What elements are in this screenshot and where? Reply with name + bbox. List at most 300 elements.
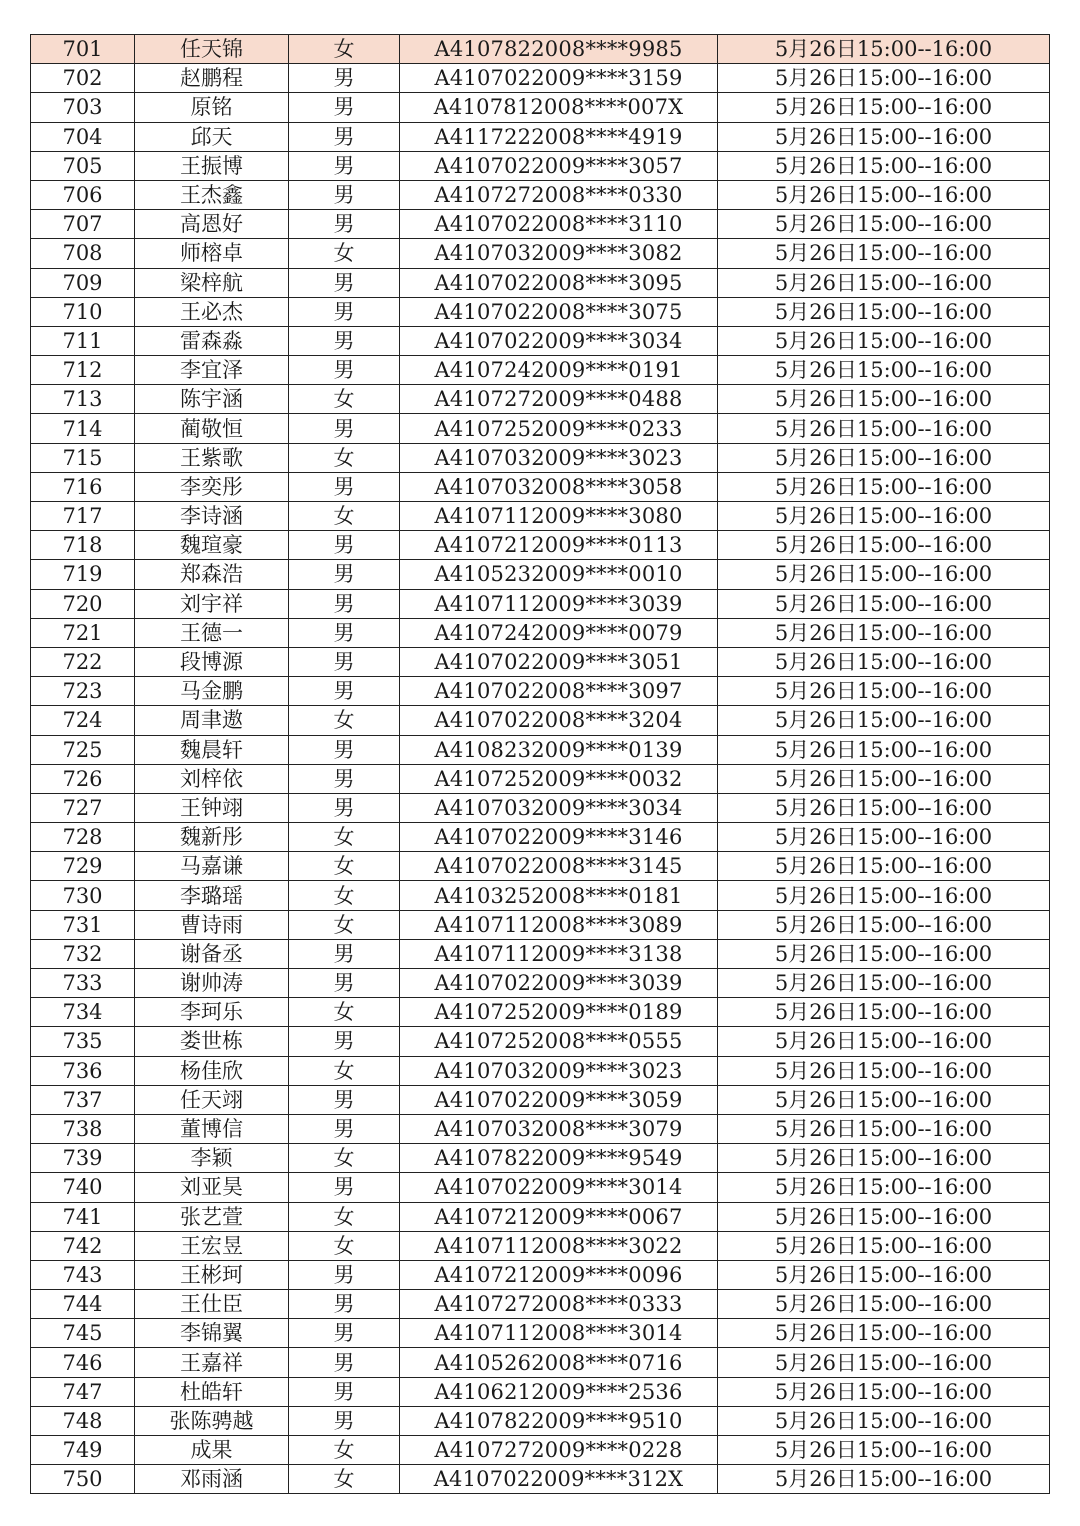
- name-cell: 邓雨涵: [135, 1465, 289, 1494]
- row-number-cell: 732: [31, 939, 135, 968]
- name-cell: 马嘉谦: [135, 852, 289, 881]
- time-slot-cell: 5月26日15:00--16:00: [718, 1085, 1050, 1114]
- gender-cell: 女: [289, 998, 400, 1027]
- time-slot-cell: 5月26日15:00--16:00: [718, 1056, 1050, 1085]
- gender-cell: 男: [289, 531, 400, 560]
- name-cell: 雷森淼: [135, 326, 289, 355]
- table-row: [31, 122, 1050, 151]
- id-number-cell: A4107242009****0079: [400, 618, 718, 647]
- id-number-cell: A4107022009****3039: [400, 969, 718, 998]
- gender-cell: 男: [289, 210, 400, 239]
- table-row: [31, 93, 1050, 122]
- gender-cell: 男: [289, 268, 400, 297]
- name-cell: 曹诗雨: [135, 910, 289, 939]
- table-row: [31, 326, 1050, 355]
- row-number-cell: 749: [31, 1436, 135, 1465]
- id-number-cell: A4107022009****3034: [400, 326, 718, 355]
- id-number-cell: A4107022009****3051: [400, 647, 718, 676]
- time-slot-cell: 5月26日15:00--16:00: [718, 998, 1050, 1027]
- name-cell: 王振博: [135, 151, 289, 180]
- time-slot-cell: 5月26日15:00--16:00: [718, 1406, 1050, 1435]
- name-cell: 李颖: [135, 1144, 289, 1173]
- gender-cell: 男: [289, 122, 400, 151]
- id-number-cell: A4107022008****3145: [400, 852, 718, 881]
- table-row: [31, 210, 1050, 239]
- id-number-cell: A4107022008****3075: [400, 297, 718, 326]
- id-number-cell: A4107022008****3095: [400, 268, 718, 297]
- name-cell: 张陈骋越: [135, 1406, 289, 1435]
- gender-cell: 男: [289, 1348, 400, 1377]
- id-number-cell: A4107822009****9510: [400, 1406, 718, 1435]
- row-number-cell: 716: [31, 472, 135, 501]
- row-number-cell: 713: [31, 385, 135, 414]
- row-number-cell: 748: [31, 1406, 135, 1435]
- gender-cell: 男: [289, 1027, 400, 1056]
- roster-table-body: [31, 35, 1050, 1494]
- id-number-cell: A4105232009****0010: [400, 560, 718, 589]
- gender-cell: 男: [289, 1290, 400, 1319]
- row-number-cell: 731: [31, 910, 135, 939]
- id-number-cell: A4107032009****3034: [400, 793, 718, 822]
- table-row: [31, 852, 1050, 881]
- row-number-cell: 746: [31, 1348, 135, 1377]
- row-number-cell: 730: [31, 881, 135, 910]
- table-row: [31, 1027, 1050, 1056]
- name-cell: 任天锦: [135, 35, 289, 64]
- id-number-cell: A4107032008****3058: [400, 472, 718, 501]
- time-slot-cell: 5月26日15:00--16:00: [718, 1202, 1050, 1231]
- table-row: [31, 939, 1050, 968]
- gender-cell: 男: [289, 64, 400, 93]
- time-slot-cell: 5月26日15:00--16:00: [718, 151, 1050, 180]
- id-number-cell: A4105262008****0716: [400, 1348, 718, 1377]
- id-number-cell: A4107272008****0333: [400, 1290, 718, 1319]
- row-number-cell: 721: [31, 618, 135, 647]
- name-cell: 成果: [135, 1436, 289, 1465]
- id-number-cell: A4107022009****3014: [400, 1173, 718, 1202]
- time-slot-cell: 5月26日15:00--16:00: [718, 1144, 1050, 1173]
- name-cell: 梁梓航: [135, 268, 289, 297]
- row-number-cell: 724: [31, 706, 135, 735]
- row-number-cell: 715: [31, 443, 135, 472]
- table-row: [31, 647, 1050, 676]
- time-slot-cell: 5月26日15:00--16:00: [718, 93, 1050, 122]
- table-row: [31, 1231, 1050, 1260]
- time-slot-cell: 5月26日15:00--16:00: [718, 64, 1050, 93]
- row-number-cell: 705: [31, 151, 135, 180]
- time-slot-cell: 5月26日15:00--16:00: [718, 618, 1050, 647]
- row-number-cell: 728: [31, 823, 135, 852]
- id-number-cell: A4107112009****3039: [400, 589, 718, 618]
- id-number-cell: A4107112008****3022: [400, 1231, 718, 1260]
- name-cell: 蔺敬恒: [135, 414, 289, 443]
- time-slot-cell: 5月26日15:00--16:00: [718, 531, 1050, 560]
- row-number-cell: 701: [31, 35, 135, 64]
- id-number-cell: A4107212009****0067: [400, 1202, 718, 1231]
- time-slot-cell: 5月26日15:00--16:00: [718, 1465, 1050, 1494]
- name-cell: 刘亚昊: [135, 1173, 289, 1202]
- name-cell: 赵鹏程: [135, 64, 289, 93]
- time-slot-cell: 5月26日15:00--16:00: [718, 385, 1050, 414]
- gender-cell: 男: [289, 793, 400, 822]
- id-number-cell: A4107032009****3023: [400, 443, 718, 472]
- time-slot-cell: 5月26日15:00--16:00: [718, 881, 1050, 910]
- row-number-cell: 750: [31, 1465, 135, 1494]
- id-number-cell: A4106212009****2536: [400, 1377, 718, 1406]
- time-slot-cell: 5月26日15:00--16:00: [718, 1260, 1050, 1289]
- name-cell: 王彬珂: [135, 1260, 289, 1289]
- table-row: [31, 793, 1050, 822]
- gender-cell: 男: [289, 735, 400, 764]
- name-cell: 娄世栋: [135, 1027, 289, 1056]
- time-slot-cell: 5月26日15:00--16:00: [718, 793, 1050, 822]
- row-number-cell: 725: [31, 735, 135, 764]
- name-cell: 魏瑄豪: [135, 531, 289, 560]
- name-cell: 王宏昱: [135, 1231, 289, 1260]
- name-cell: 马金鹏: [135, 677, 289, 706]
- gender-cell: 男: [289, 472, 400, 501]
- name-cell: 刘宇祥: [135, 589, 289, 618]
- id-number-cell: A4107022009****312X: [400, 1465, 718, 1494]
- gender-cell: 男: [289, 326, 400, 355]
- row-number-cell: 745: [31, 1319, 135, 1348]
- gender-cell: 女: [289, 823, 400, 852]
- row-number-cell: 740: [31, 1173, 135, 1202]
- table-row: [31, 969, 1050, 998]
- table-row: [31, 881, 1050, 910]
- table-row: [31, 356, 1050, 385]
- time-slot-cell: 5月26日15:00--16:00: [718, 502, 1050, 531]
- name-cell: 刘梓依: [135, 764, 289, 793]
- table-row: [31, 180, 1050, 209]
- gender-cell: 男: [289, 589, 400, 618]
- time-slot-cell: 5月26日15:00--16:00: [718, 414, 1050, 443]
- table-row: [31, 531, 1050, 560]
- id-number-cell: A4107822008****9985: [400, 35, 718, 64]
- row-number-cell: 738: [31, 1114, 135, 1143]
- name-cell: 王仕臣: [135, 1290, 289, 1319]
- id-number-cell: A4107022008****3204: [400, 706, 718, 735]
- id-number-cell: A4107022008****3097: [400, 677, 718, 706]
- time-slot-cell: 5月26日15:00--16:00: [718, 939, 1050, 968]
- id-number-cell: A4107252009****0189: [400, 998, 718, 1027]
- id-number-cell: A4107252009****0032: [400, 764, 718, 793]
- id-number-cell: A4107032009****3023: [400, 1056, 718, 1085]
- table-row: [31, 1290, 1050, 1319]
- id-number-cell: A4107212009****0096: [400, 1260, 718, 1289]
- roster-table: [30, 34, 1050, 1494]
- time-slot-cell: 5月26日15:00--16:00: [718, 326, 1050, 355]
- id-number-cell: A4107022009****3059: [400, 1085, 718, 1114]
- table-row: [31, 1406, 1050, 1435]
- time-slot-cell: 5月26日15:00--16:00: [718, 647, 1050, 676]
- id-number-cell: A4107022008****3110: [400, 210, 718, 239]
- gender-cell: 女: [289, 706, 400, 735]
- time-slot-cell: 5月26日15:00--16:00: [718, 969, 1050, 998]
- time-slot-cell: 5月26日15:00--16:00: [718, 239, 1050, 268]
- name-cell: 王必杰: [135, 297, 289, 326]
- row-number-cell: 743: [31, 1260, 135, 1289]
- time-slot-cell: 5月26日15:00--16:00: [718, 823, 1050, 852]
- gender-cell: 男: [289, 1260, 400, 1289]
- gender-cell: 女: [289, 239, 400, 268]
- row-number-cell: 707: [31, 210, 135, 239]
- name-cell: 邱天: [135, 122, 289, 151]
- id-number-cell: A4108232009****0139: [400, 735, 718, 764]
- gender-cell: 男: [289, 1173, 400, 1202]
- gender-cell: 女: [289, 502, 400, 531]
- table-row: [31, 239, 1050, 268]
- name-cell: 王嘉祥: [135, 1348, 289, 1377]
- time-slot-cell: 5月26日15:00--16:00: [718, 472, 1050, 501]
- id-number-cell: A4107112008****3014: [400, 1319, 718, 1348]
- table-row: [31, 502, 1050, 531]
- row-number-cell: 706: [31, 180, 135, 209]
- table-row: [31, 618, 1050, 647]
- id-number-cell: A4107812008****007X: [400, 93, 718, 122]
- table-row: [31, 1319, 1050, 1348]
- time-slot-cell: 5月26日15:00--16:00: [718, 852, 1050, 881]
- row-number-cell: 727: [31, 793, 135, 822]
- time-slot-cell: 5月26日15:00--16:00: [718, 764, 1050, 793]
- row-number-cell: 712: [31, 356, 135, 385]
- gender-cell: 女: [289, 443, 400, 472]
- name-cell: 谢帅涛: [135, 969, 289, 998]
- table-row: [31, 151, 1050, 180]
- name-cell: 李璐瑶: [135, 881, 289, 910]
- gender-cell: 男: [289, 647, 400, 676]
- name-cell: 杜皓轩: [135, 1377, 289, 1406]
- name-cell: 张艺萱: [135, 1202, 289, 1231]
- row-number-cell: 737: [31, 1085, 135, 1114]
- table-row: [31, 1144, 1050, 1173]
- id-number-cell: A4107022009****3159: [400, 64, 718, 93]
- gender-cell: 男: [289, 93, 400, 122]
- row-number-cell: 739: [31, 1144, 135, 1173]
- table-row: [31, 1348, 1050, 1377]
- name-cell: 原铭: [135, 93, 289, 122]
- time-slot-cell: 5月26日15:00--16:00: [718, 1027, 1050, 1056]
- time-slot-cell: 5月26日15:00--16:00: [718, 589, 1050, 618]
- gender-cell: 女: [289, 910, 400, 939]
- table-row: [31, 560, 1050, 589]
- time-slot-cell: 5月26日15:00--16:00: [718, 706, 1050, 735]
- name-cell: 魏新彤: [135, 823, 289, 852]
- table-row: [31, 823, 1050, 852]
- table-row: [31, 472, 1050, 501]
- time-slot-cell: 5月26日15:00--16:00: [718, 735, 1050, 764]
- gender-cell: 女: [289, 1056, 400, 1085]
- name-cell: 陈宇涵: [135, 385, 289, 414]
- gender-cell: 男: [289, 180, 400, 209]
- id-number-cell: A4107252008****0555: [400, 1027, 718, 1056]
- gender-cell: 男: [289, 1377, 400, 1406]
- table-row: [31, 1114, 1050, 1143]
- table-row: [31, 297, 1050, 326]
- name-cell: 李锦翼: [135, 1319, 289, 1348]
- name-cell: 任天翊: [135, 1085, 289, 1114]
- table-row: [31, 268, 1050, 297]
- id-number-cell: A4107112009****3080: [400, 502, 718, 531]
- table-row: [31, 910, 1050, 939]
- gender-cell: 男: [289, 1114, 400, 1143]
- id-number-cell: A4107272008****0330: [400, 180, 718, 209]
- gender-cell: 女: [289, 385, 400, 414]
- name-cell: 李宜泽: [135, 356, 289, 385]
- table-row: [31, 998, 1050, 1027]
- id-number-cell: A4103252008****0181: [400, 881, 718, 910]
- name-cell: 谢备丞: [135, 939, 289, 968]
- name-cell: 李诗涵: [135, 502, 289, 531]
- table-row: [31, 706, 1050, 735]
- time-slot-cell: 5月26日15:00--16:00: [718, 180, 1050, 209]
- gender-cell: 男: [289, 939, 400, 968]
- row-number-cell: 741: [31, 1202, 135, 1231]
- gender-cell: 男: [289, 618, 400, 647]
- name-cell: 王紫歌: [135, 443, 289, 472]
- time-slot-cell: 5月26日15:00--16:00: [718, 356, 1050, 385]
- table-row: [31, 677, 1050, 706]
- id-number-cell: A4107032008****3079: [400, 1114, 718, 1143]
- gender-cell: 男: [289, 1085, 400, 1114]
- table-row: [31, 1260, 1050, 1289]
- gender-cell: 女: [289, 1465, 400, 1494]
- id-number-cell: A4107022009****3146: [400, 823, 718, 852]
- time-slot-cell: 5月26日15:00--16:00: [718, 1173, 1050, 1202]
- table-row: [31, 1056, 1050, 1085]
- row-number-cell: 723: [31, 677, 135, 706]
- row-number-cell: 747: [31, 1377, 135, 1406]
- row-number-cell: 735: [31, 1027, 135, 1056]
- row-number-cell: 720: [31, 589, 135, 618]
- name-cell: 李珂乐: [135, 998, 289, 1027]
- table-row: [31, 1465, 1050, 1494]
- table-row: [31, 735, 1050, 764]
- time-slot-cell: 5月26日15:00--16:00: [718, 210, 1050, 239]
- time-slot-cell: 5月26日15:00--16:00: [718, 443, 1050, 472]
- gender-cell: 男: [289, 356, 400, 385]
- table-row: [31, 443, 1050, 472]
- gender-cell: 男: [289, 151, 400, 180]
- row-number-cell: 744: [31, 1290, 135, 1319]
- row-number-cell: 703: [31, 93, 135, 122]
- gender-cell: 男: [289, 1406, 400, 1435]
- gender-cell: 女: [289, 881, 400, 910]
- time-slot-cell: 5月26日15:00--16:00: [718, 1114, 1050, 1143]
- table-row: [31, 385, 1050, 414]
- table-row: [31, 1202, 1050, 1231]
- id-number-cell: A4107032009****3082: [400, 239, 718, 268]
- time-slot-cell: 5月26日15:00--16:00: [718, 268, 1050, 297]
- gender-cell: 女: [289, 35, 400, 64]
- name-cell: 董博信: [135, 1114, 289, 1143]
- name-cell: 段博源: [135, 647, 289, 676]
- table-row: [31, 764, 1050, 793]
- name-cell: 李奕彤: [135, 472, 289, 501]
- table-row: [31, 64, 1050, 93]
- table-row: [31, 1173, 1050, 1202]
- gender-cell: 女: [289, 852, 400, 881]
- name-cell: 王钟翊: [135, 793, 289, 822]
- gender-cell: 男: [289, 560, 400, 589]
- row-number-cell: 702: [31, 64, 135, 93]
- id-number-cell: A4107822009****9549: [400, 1144, 718, 1173]
- id-number-cell: A4117222008****4919: [400, 122, 718, 151]
- id-number-cell: A4107252009****0233: [400, 414, 718, 443]
- time-slot-cell: 5月26日15:00--16:00: [718, 1377, 1050, 1406]
- time-slot-cell: 5月26日15:00--16:00: [718, 297, 1050, 326]
- row-number-cell: 742: [31, 1231, 135, 1260]
- name-cell: 王德一: [135, 618, 289, 647]
- name-cell: 王杰鑫: [135, 180, 289, 209]
- row-number-cell: 734: [31, 998, 135, 1027]
- name-cell: 杨佳欣: [135, 1056, 289, 1085]
- gender-cell: 女: [289, 1144, 400, 1173]
- id-number-cell: A4107242009****0191: [400, 356, 718, 385]
- gender-cell: 男: [289, 969, 400, 998]
- name-cell: 周聿遨: [135, 706, 289, 735]
- name-cell: 郑森浩: [135, 560, 289, 589]
- row-number-cell: 708: [31, 239, 135, 268]
- gender-cell: 男: [289, 1319, 400, 1348]
- time-slot-cell: 5月26日15:00--16:00: [718, 122, 1050, 151]
- row-number-cell: 710: [31, 297, 135, 326]
- id-number-cell: A4107212009****0113: [400, 531, 718, 560]
- gender-cell: 男: [289, 677, 400, 706]
- row-number-cell: 704: [31, 122, 135, 151]
- id-number-cell: A4107272009****0228: [400, 1436, 718, 1465]
- name-cell: 魏晨轩: [135, 735, 289, 764]
- time-slot-cell: 5月26日15:00--16:00: [718, 560, 1050, 589]
- row-number-cell: 729: [31, 852, 135, 881]
- id-number-cell: A4107022009****3057: [400, 151, 718, 180]
- id-number-cell: A4107112008****3089: [400, 910, 718, 939]
- table-row: [31, 414, 1050, 443]
- time-slot-cell: 5月26日15:00--16:00: [718, 1290, 1050, 1319]
- row-number-cell: 726: [31, 764, 135, 793]
- table-row: [31, 1085, 1050, 1114]
- row-number-cell: 711: [31, 326, 135, 355]
- row-number-cell: 736: [31, 1056, 135, 1085]
- table-row: [31, 1377, 1050, 1406]
- gender-cell: 男: [289, 764, 400, 793]
- gender-cell: 女: [289, 1436, 400, 1465]
- row-number-cell: 718: [31, 531, 135, 560]
- table-row: [31, 589, 1050, 618]
- row-number-cell: 714: [31, 414, 135, 443]
- time-slot-cell: 5月26日15:00--16:00: [718, 1436, 1050, 1465]
- time-slot-cell: 5月26日15:00--16:00: [718, 1348, 1050, 1377]
- time-slot-cell: 5月26日15:00--16:00: [718, 1319, 1050, 1348]
- row-number-cell: 722: [31, 647, 135, 676]
- row-number-cell: 719: [31, 560, 135, 589]
- gender-cell: 男: [289, 297, 400, 326]
- time-slot-cell: 5月26日15:00--16:00: [718, 677, 1050, 706]
- time-slot-cell: 5月26日15:00--16:00: [718, 910, 1050, 939]
- time-slot-cell: 5月26日15:00--16:00: [718, 1231, 1050, 1260]
- id-number-cell: A4107272009****0488: [400, 385, 718, 414]
- table-row: [31, 35, 1050, 64]
- row-number-cell: 717: [31, 502, 135, 531]
- time-slot-cell: 5月26日15:00--16:00: [718, 35, 1050, 64]
- row-number-cell: 733: [31, 969, 135, 998]
- gender-cell: 女: [289, 1202, 400, 1231]
- gender-cell: 女: [289, 1231, 400, 1260]
- table-row: [31, 1436, 1050, 1465]
- gender-cell: 男: [289, 414, 400, 443]
- name-cell: 高恩好: [135, 210, 289, 239]
- name-cell: 师榕卓: [135, 239, 289, 268]
